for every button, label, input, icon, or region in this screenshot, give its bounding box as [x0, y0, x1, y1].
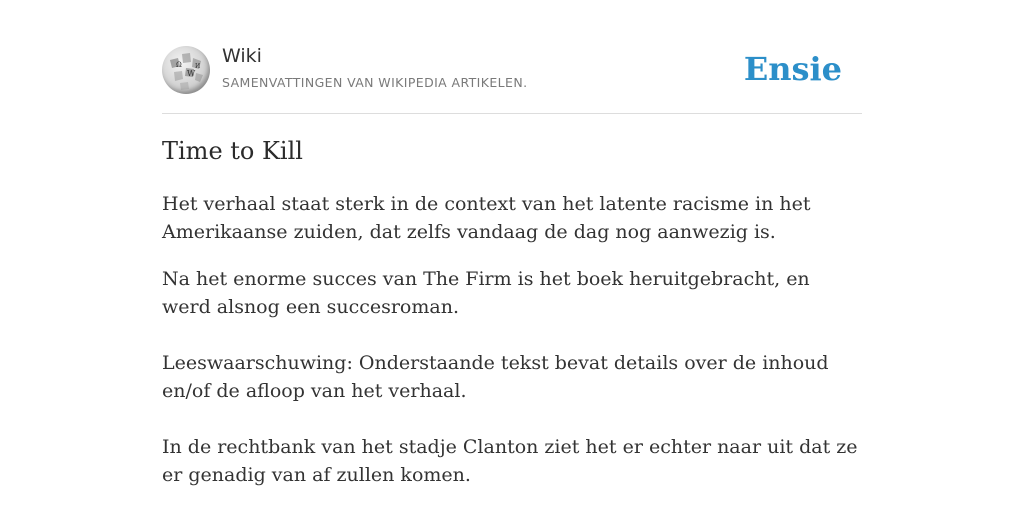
- site-header: [162, 0, 862, 114]
- svg-text:Ω: Ω: [176, 61, 182, 69]
- article-paragraph: Na het enorme succes van The Firm is het boek heruitgebracht, en werd alsnog een succesroman.: [162, 268, 810, 318]
- spoiler-warning-paragraph: Leeswaarschuwing: Onderstaande tekst bevat details over de inhoud en/of de afloop van het verhaal.: [162, 352, 829, 402]
- article-paragraph: Het verhaal staat sterk in de context van het latente racisme in het Amerikaanse zuiden, dat zelfs vandaag de dag nog aanwezig is.: [162, 193, 811, 243]
- ensie-logo-link[interactable]: Ensie: [743, 50, 842, 88]
- svg-text:И: И: [195, 63, 201, 70]
- article-paragraph: In de rechtbank van het stadje Clanton ziet het er echter naar uit dat ze er genadig van af zullen komen.: [162, 436, 858, 486]
- wikipedia-globe-icon[interactable]: [162, 46, 210, 94]
- site-tagline: SAMENVATTINGEN VAN WIKIPEDIA ARTIKELEN.: [222, 75, 528, 90]
- svg-text:W: W: [187, 69, 196, 78]
- article-title: Time to Kill: [162, 137, 303, 165]
- site-name[interactable]: Wiki: [222, 45, 262, 67]
- page-container: [162, 0, 862, 486]
